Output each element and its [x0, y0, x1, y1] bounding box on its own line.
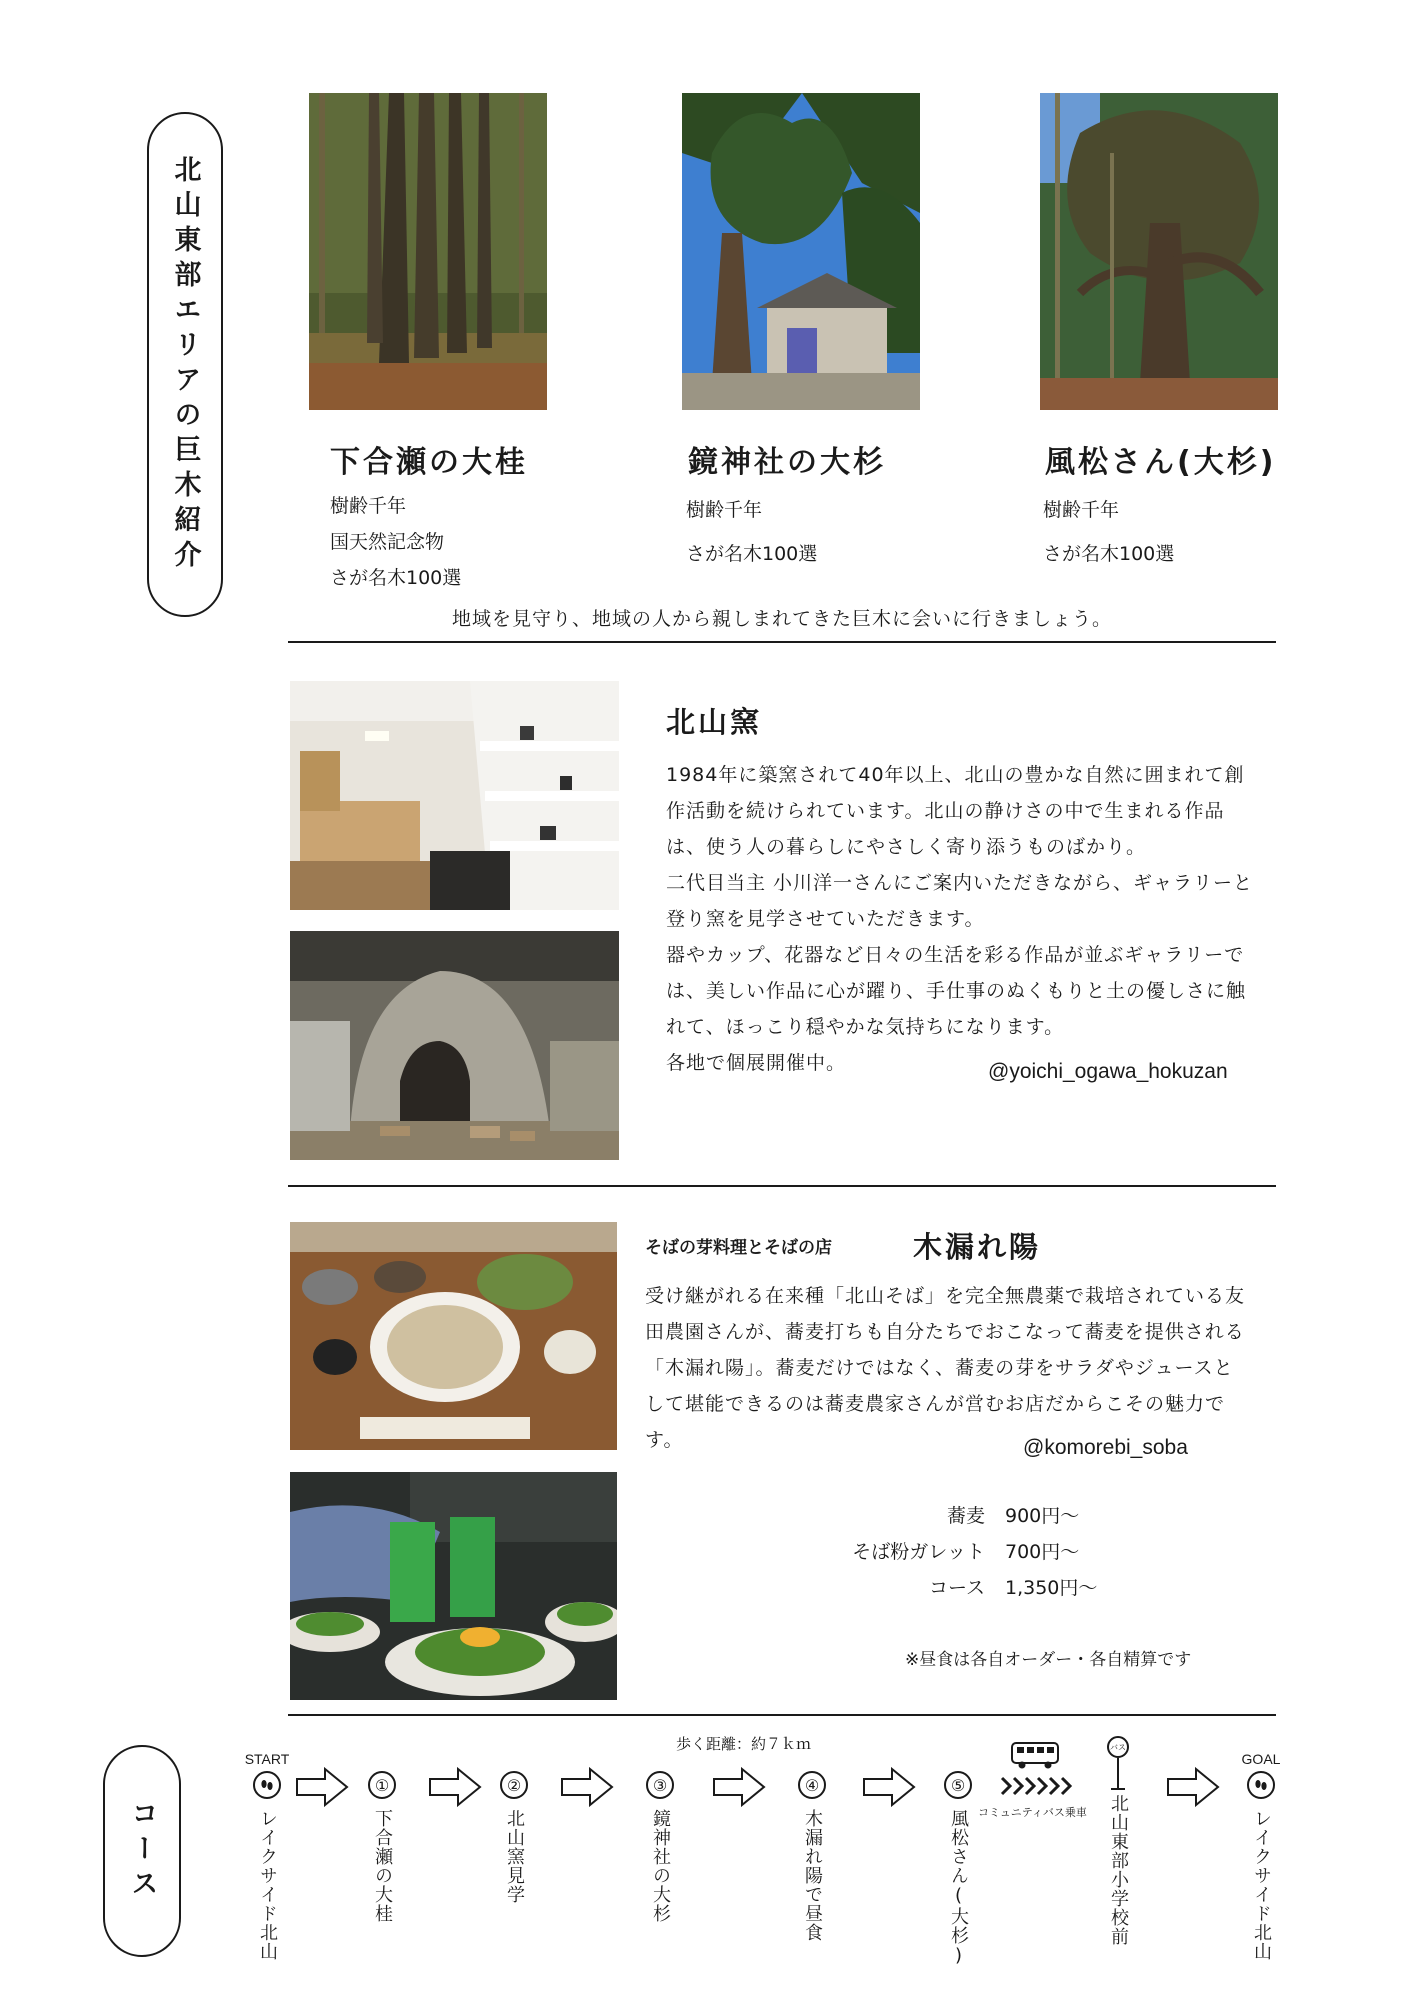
course-step-4	[796, 1771, 828, 1942]
lunch-note: ※昼食は各自オーダー・各自精算です	[905, 1650, 1192, 1670]
course-step-name: 木漏れ陽で昼食	[802, 1809, 823, 1942]
course-step-name: 北山窯見学	[504, 1809, 525, 1904]
course-step-name: 風松さん(大杉)	[948, 1809, 969, 1967]
tree-fact: さが名木100選	[1043, 543, 1175, 565]
soba-instagram-handle[interactable]: @komorebi_soba	[1023, 1436, 1188, 1459]
bus-ride-label: コミュニティバス乗車	[978, 1806, 1087, 1819]
section-label-course	[103, 1745, 181, 1957]
course-step-5	[942, 1771, 974, 1967]
step-number: ⑤	[944, 1771, 972, 1799]
arrow-right-icon	[295, 1767, 349, 1807]
bus-stop-pole	[1117, 1758, 1119, 1788]
tree-facts-1	[330, 488, 461, 596]
step-number: ④	[798, 1771, 826, 1799]
menu-row	[850, 1498, 1097, 1534]
kiln-paragraph: 器やカップ、花器など日々の生活を彩る作品が並ぶギャラリーでは、美しい作品に心が躍り、手仕事のぬくもりと土の優しさに触れて、ほっこり穏やかな気持ちになります。	[666, 944, 1247, 1038]
kiln-title: 北山窯	[666, 705, 763, 739]
step-number: ③	[646, 1771, 674, 1799]
kiln-paragraph: 各地で個展開催中。	[666, 1052, 847, 1074]
menu-row	[850, 1570, 1097, 1606]
bus-stop-icon	[1107, 1736, 1129, 1758]
soba-subtitle: そばの芽料理とそばの店	[645, 1238, 832, 1258]
tree-fact: 樹齢千年	[686, 499, 763, 521]
chevrons-right-icon	[1000, 1775, 1072, 1797]
tree-name-2: 鏡神社の大杉	[688, 445, 886, 480]
menu-item-price: 1,350円〜	[1005, 1577, 1098, 1599]
section-label-trees	[147, 112, 223, 617]
arrow-right-icon	[1166, 1767, 1220, 1807]
tree-fact: 樹齢千年	[1043, 499, 1120, 521]
kiln-description	[666, 757, 1256, 1081]
menu-item-price: 900円〜	[1005, 1505, 1080, 1527]
tree-name-3: 風松さん(大杉)	[1045, 445, 1277, 480]
course-step-name: レイクサイド北山	[257, 1809, 278, 1961]
bus-icon	[1010, 1740, 1060, 1770]
section-label-course-text: コース	[126, 1798, 158, 1904]
kiln-paragraph: 二代目当主 小川洋一さんにご案内いただきながら、ギャラリーと登り窯を見学させていただきます。	[666, 872, 1254, 930]
tree-facts-2	[686, 488, 817, 576]
tree-fact: 国天然記念物	[330, 531, 445, 553]
course-bus-stop	[1100, 1736, 1136, 1946]
arrow-right-icon	[862, 1767, 916, 1807]
step-number: ②	[500, 1771, 528, 1799]
menu-item-name: そば粉ガレット	[852, 1541, 985, 1563]
sprout-dish-photo	[290, 1472, 617, 1700]
divider	[288, 641, 1276, 643]
tree-facts-3	[1043, 488, 1174, 576]
tree-fact: さが名木100選	[686, 543, 818, 565]
course-step-name: レイクサイド北山	[1251, 1809, 1272, 1961]
tree-photo-katsura	[309, 93, 547, 410]
bus-stop-base	[1111, 1788, 1125, 1790]
course-step-3	[644, 1771, 676, 1923]
divider	[288, 1185, 1276, 1187]
start-label: START	[244, 1751, 290, 1767]
soba-menu	[850, 1498, 1097, 1606]
gallery-photo	[290, 681, 619, 910]
kiln-instagram-handle[interactable]: @yoichi_ogawa_hokuzan	[988, 1060, 1228, 1083]
section-label-trees-text: 北山東部エリアの巨木紹介	[169, 154, 201, 575]
goal-label: GOAL	[1241, 1751, 1281, 1767]
soba-title: 木漏れ陽	[913, 1230, 1042, 1264]
bus-stop-glyph: バス	[1110, 1742, 1126, 1752]
arrow-right-icon	[560, 1767, 614, 1807]
divider	[288, 1714, 1276, 1716]
arrow-right-icon	[428, 1767, 482, 1807]
tree-name-1: 下合瀬の大桂	[330, 445, 528, 480]
kiln-photo	[290, 931, 619, 1160]
step-number: ①	[368, 1771, 396, 1799]
trees-caption: 地域を見守り、地域の人から親しまれてきた巨木に会いに行きましょう。	[451, 608, 1112, 630]
menu-item-name: コース	[928, 1577, 985, 1599]
course-step-name: 下合瀬の大桂	[372, 1809, 393, 1923]
course-step-name: 鏡神社の大杉	[650, 1809, 671, 1923]
kiln-paragraph: 1984年に築窯されて40年以上、北山の豊かな自然に囲まれて創作活動を続けられています。北山の静けさの中で生まれる作品は、使う人の暮らしにやさしく寄り添うものばかり。	[666, 764, 1245, 858]
course-start	[246, 1751, 288, 1961]
soba-photo	[290, 1222, 617, 1450]
course-step-1	[366, 1771, 398, 1923]
footprints-icon	[1247, 1771, 1275, 1799]
menu-item-name: 蕎麦	[946, 1505, 985, 1527]
menu-row	[850, 1534, 1097, 1570]
tree-fact: 樹齢千年	[330, 495, 407, 517]
tree-photo-kazematsu	[1040, 93, 1278, 410]
walking-distance: 歩く距離：約７ｋｍ	[676, 1735, 812, 1753]
course-step-name: 北山東部小学校前	[1108, 1794, 1129, 1946]
arrow-right-icon	[712, 1767, 766, 1807]
menu-item-price: 700円〜	[1005, 1541, 1080, 1563]
course-goal	[1240, 1751, 1282, 1961]
soba-description: 受け継がれる在来種「北山そば」を完全無農薬で栽培されている友田農園さんが、蕎麦打ちも自分たちでおこなって蕎麦を提供される「木漏れ陽」。蕎麦だけではなく、蕎麦の芽をサラダやジュースとして堪能できるのは蕎麦農家さんが営むお店だからこその魅力です。	[645, 1285, 1246, 1451]
tree-photo-kagami	[682, 93, 920, 410]
course-step-2	[498, 1771, 530, 1904]
footprints-icon	[253, 1771, 281, 1799]
tree-fact: さが名木100選	[330, 567, 462, 589]
